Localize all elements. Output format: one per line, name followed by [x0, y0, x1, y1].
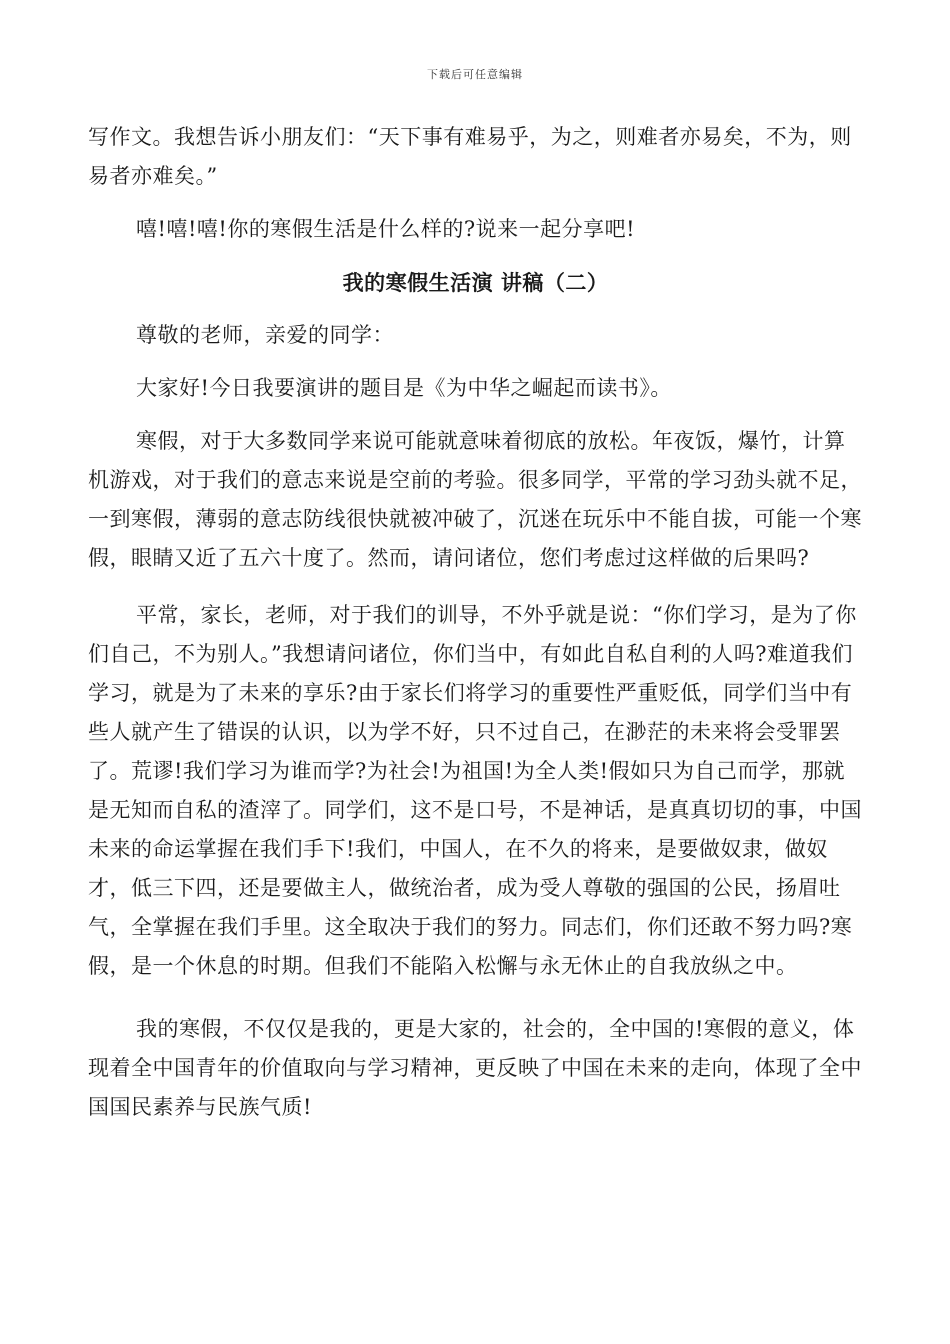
- paragraph-continued: 写作文。我想告诉小朋友们：“天下事有难易乎，为之，则难者亦易矣，不为，则易者亦难矣。”: [88, 125, 852, 188]
- document-body: [88, 118, 863, 1127]
- section-title: 我的寒假生活演 讲稿（二）: [342, 270, 609, 295]
- paragraph-greeting: 大家好!今日我要演讲的题目是《为中华之崛起而读书》。: [136, 376, 672, 400]
- paragraph-conclusion: 我的寒假，不仅仅是我的，更是大家的，社会的，全中国的!寒假的意义，体现着全中国青年的价值取向与学习精神，更反映了中国在未来的走向，体现了全中国国民素养与民族气质!: [88, 1017, 862, 1119]
- salutation: 尊敬的老师，亲爱的同学：: [136, 323, 394, 347]
- paragraph-share: 嘻!嘻!嘻!你的寒假生活是什么样的?说来一起分享吧!: [136, 217, 636, 241]
- header-note: 下载后可任意编辑: [427, 68, 523, 81]
- paragraph-winter-break: 寒假，对于大多数同学来说可能就意味着彻底的放松。年夜饭，爆竹，计算机游戏，对于我们的意志来说是空前的考验。很多同学，平常的学习劲头就不足，一到寒假，薄弱的意志防线很快就被冲破了，沉迷在玩乐中不能自拔，可能一个寒假，眼睛又近了五六十度了。然而，请问诸位，您们考虑过这样做的后果吗?: [88, 429, 862, 570]
- paragraph-study-purpose: 平常，家长，老师，对于我们的训导，不外乎就是说：“你们学习，是为了你们自己，不为别人。”我想请问诸位，你们当中，有如此自私自利的人吗?难道我们学习，就是为了未来的享乐?由于家长们将学习的重要性严重贬低，同学们当中有些人就产生了错误的认识，以为学不好，只不过自己，在渺茫的未来将会受罪罢了。荒谬!我们学习为谁而学?为社会!为祖国!为全人类!假如只为自己而学，那就是无知而自私的渣滓了。同学们，这不是口号，不是神话，是真真切切的事，中国未来的命运掌握在我们手下!我们，中国人，在不久的将来，是要做奴隶，做奴才，低三下四，还是要做主人，做统治者，成为受人尊敬的强国的公民，扬眉吐气，全掌握在我们手里。这全取决于我们的努力。同志们，你们还敢不努力吗?寒假，是一个休息的时期。但我们不能陷入松懈与永无休止的自我放纵之中。: [88, 603, 862, 978]
